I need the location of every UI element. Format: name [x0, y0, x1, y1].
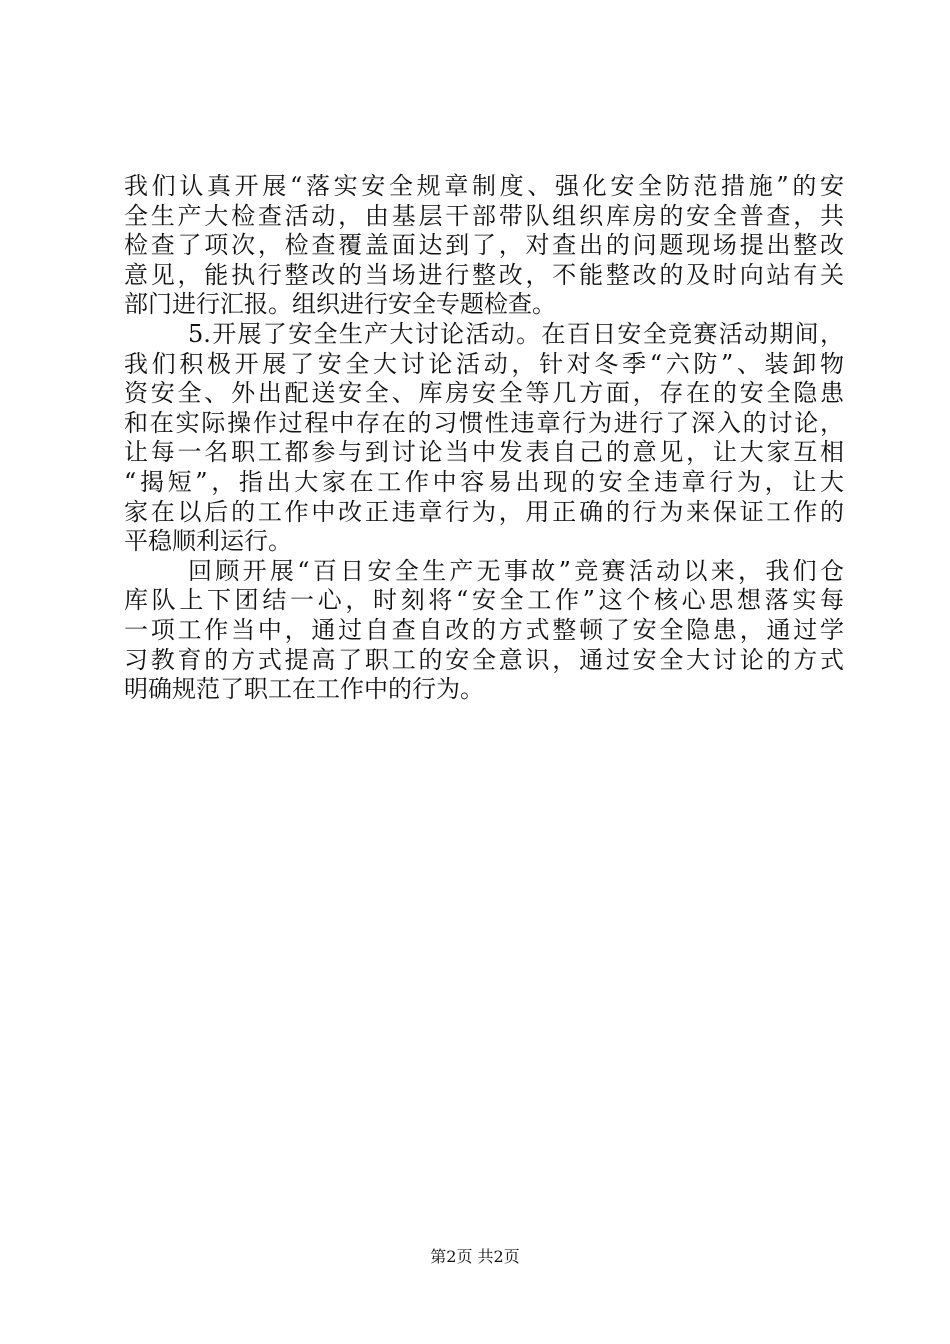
paragraph-3-line-4: 习教育的方式提高了职工的安全意识，通过安全大讨论的方式 [124, 645, 844, 674]
page-number-indicator: 第2页 共2页 [430, 1247, 520, 1266]
paragraph-2-line-5: 让每一名职工都参与到讨论当中发表自己的意见，让大家互相 [124, 438, 844, 467]
paragraph-1-line-4: 意见，能执行整改的当场进行整改，不能整改的及时向站有关 [124, 260, 844, 289]
paragraph-2-line-8: 平稳顺利运行。 [124, 527, 292, 556]
paragraph-2-line-7: 家在以后的工作中改正违章行为，用正确的行为来保证工作的 [124, 497, 844, 526]
paragraph-2-line-4: 和在实际操作过程中存在的习惯性违章行为进行了深入的讨论， [124, 408, 844, 437]
paragraph-1-line-3: 检查了项次，检查覆盖面达到了，对查出的问题现场提出整改 [124, 231, 844, 260]
page-footer [0, 1244, 950, 1267]
paragraph-2-line-6: “揭短”，指出大家在工作中容易出现的安全违章行为，让大 [124, 467, 844, 496]
paragraph-2-line-2: 我们积极开展了安全大讨论活动，针对冬季“六防”、装卸物 [124, 349, 844, 378]
paragraph-1-line-1: 我们认真开展“落实安全规章制度、强化安全防范措施”的安 [124, 172, 844, 200]
paragraph-3-line-5: 明确规范了职工在工作中的行为。 [124, 675, 484, 704]
paragraph-3-line-1: 回顾开展“百日安全生产无事故”竞赛活动以来，我们仓 [188, 556, 844, 585]
paragraph-2-line-1: 5.开展了安全生产大讨论活动。在百日安全竞赛活动期间， [188, 319, 844, 348]
paragraph-3-line-2: 库队上下团结一心，时刻将“安全工作”这个核心思想落实每 [124, 586, 844, 615]
document-body [124, 172, 844, 705]
paragraph-2-line-3: 资安全、外出配送安全、库房安全等几方面，存在的安全隐患 [124, 379, 844, 408]
paragraph-1-line-5: 部门进行汇报。组织进行安全专题检查。 [124, 290, 556, 319]
paragraph-1-line-2: 全生产大检查活动，由基层干部带队组织库房的安全普查，共 [124, 201, 844, 230]
paragraph-3-line-3: 一项工作当中，通过自查自改的方式整顿了安全隐患，通过学 [124, 615, 844, 644]
